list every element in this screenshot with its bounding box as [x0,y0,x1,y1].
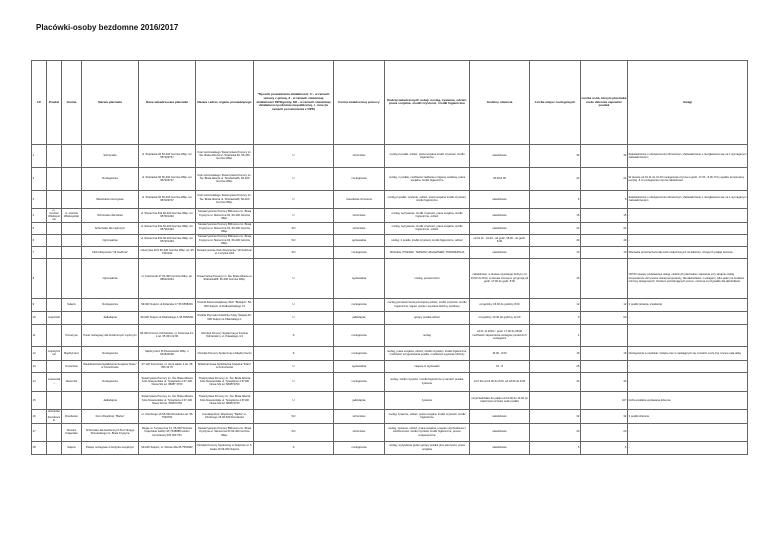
cell-osoby: 32 [581,409,628,423]
cell-organ: Wielobranżowa Spółdzielnia Socjalna "Eden" w Kożuchowie [196,360,254,372]
cell-nazwa: Noclegownia [82,167,139,190]
cell-miejsca: 6 [530,190,581,208]
table-row [32,246,748,258]
cell-forma: noclegownia [334,167,385,190]
cell-nazwa: Noclegownia [82,372,139,391]
cell-powiat [47,298,62,311]
cell-organ: Stowarzyszenie Pomocy Bliźniemu im. Brata Krystyna ul. Słoneczna 63, 66-400 Gorzów Wlkp. [196,222,254,234]
table-row [32,324,748,346]
cell-miejsca [530,391,581,409]
cell-organ: Stowarzyszenie Pomocy Bliźniemu im. Brata Krystyna ul. Słoneczna 63, 66-400 Gorzów Wlkp. [196,208,254,222]
cell-gmina [62,144,82,167]
cell-nazwa: Ogrzewalnia [82,234,139,246]
cell-nazwa: Noclegownia [82,298,139,311]
table-row [32,372,748,391]
cell-sposob: U [254,190,334,208]
cell-uwagi: - [628,222,748,234]
cell-dane: ul. Strażacka 66 66-400 Gorzów Wlkp. tel. 957229747 [139,167,196,190]
cell-organ: Towarzystwa Pomocy im. Św. Brata Alberta Koło Nowosolskie ul. Tysiąclecia 4 67100 Nowa Sól tel. 683873760 [196,372,254,391]
cell-uwagi: - [628,360,748,372]
cell-nazwa: Jadłodajnia [82,391,139,409]
cell-lp: 7 [32,246,47,258]
cell-gmina [62,391,82,409]
cell-powiat [47,222,62,234]
cell-godziny: 15.00 - 8.00 [470,346,530,360]
cell-rodzaj: noclég, praca socjalna, odzież, środki czystości, środki higieniczne, możliwość przygotowania posiłku, możliwość wyprania odzieży [385,346,470,360]
cell-sposob: U [254,311,334,324]
cell-rodzaj: noclég, 1 posiłek, możliwość zadbania o higienę osobistą, praca socjalna, środki higieniczne [385,167,470,190]
table-row [32,258,748,298]
cell-osoby: 6 [581,190,628,208]
cell-lp: 3 [32,190,47,208]
cell-powiat [47,324,62,346]
cell-nazwa: Klub Abstynenta "19 Godzina" [82,246,139,258]
cell-sposob: S [254,346,334,360]
cell-organ: Stowarzyszenie Pomocy Bliźniemu im. Brata Krystyna ul. Słoneczna 63 66-400 Gorzów Wlkp. [196,423,254,441]
table-row [32,311,748,324]
cell-forma: ogrzewalnia [334,258,385,298]
table-row [32,144,748,167]
cell-forma: jadłodajnia [334,391,385,409]
cell-gmina [62,167,82,190]
cell-powiat [47,144,62,167]
cell-dane: ul. Słoneczna 63a 66-400 Gorzów Wlkp. tel. 957301494 [139,208,196,222]
cell-godziny: całodobowo [470,423,530,441]
cell-uwagi: - [628,372,748,391]
cell-lp: 16 [32,409,47,423]
cell-uwagi: Placówka przeznaczona dla osób uzależnionych od alkoholu, chcących podjąć leczenie. [628,246,748,258]
cell-powiat [47,167,62,190]
cell-lp: 1 [32,144,47,167]
cell-godziny: od 01.11.2016 r. godz. 17:00 do 08:00 możliwość zapewnienia noclegów ponad do 5 noclegowni [470,324,530,346]
cell-sposob: U [254,258,334,298]
header-nazwa: Nazwa placówki [82,61,139,145]
cell-rodzaj: miejsce w ogrzewalni [385,360,470,372]
cell-godziny: całodobowo [470,144,530,167]
cell-miejsca: 40 [530,234,581,246]
cell-forma: noclegownia [334,346,385,360]
table-body [32,144,748,454]
header-miejsca: Liczba miejsc noclegowych [530,61,581,145]
cell-organ: Ośrodek Pomocy Społecznej w Krośnie Odrzańskim, ul. Pułaskiego 1/1 [196,324,254,346]
cell-godziny: od godziny 10.30 do godziny 12.00 [470,311,530,324]
cell-godziny: od godziny 18.00 do godziny 8.00 [470,298,530,311]
cell-organ: Fundacja Dom Wspólnoty "Barka" ul. Chrobrego 15 66-530 Drezdenko [196,409,254,423]
cell-organ: Ośrodek Pomocy Społecznej w Sulęcinie ul. K. Jaska 16 69-200 Sulęcin [196,441,254,454]
cell-organ: Stowarzyszenie Pomocy Bliźniemu im. Brata Krystyna ul. Słoneczna 63, 66-400 Gorzów Wlkp. [196,234,254,246]
cell-lp: 6 [32,234,47,246]
cell-sposob: SO [254,423,334,441]
cell-osoby: 16 [581,346,628,360]
cell-miejsca: 20 [530,423,581,441]
cell-godziny: całodobowo [470,409,530,423]
cell-godziny: całodobowo, w okresie wysokiego dobrym od 15:00 do 8:00, w okresie zimowym przyjmują od godz. 17:00 do godz. 8:00 [470,258,530,298]
cell-godziny: 16 - 8 [470,360,530,372]
cell-sposob: U [254,360,334,372]
cell-organ: Koło Gorzowskiego Towarzystwa Pomocy im. Św. Brata Alberta ul. Strażacka 66, 66-400 Gorzów Wlkp. [196,144,254,167]
cell-miejsca: 15 [530,258,581,298]
header-godziny: Godziny otwarcia [470,61,530,145]
cell-rodzaj: noclég, wyżywienie, środki czystości, praca socjalna, środki higieniczne, odzież [385,222,470,234]
cell-nazwa: Mieszkanie treningowe [82,190,139,208]
cell-gmina: Strzelce Krajeńskie [62,423,82,441]
cell-uwagi: - [628,441,748,454]
cell-forma: noclegownia [334,298,385,311]
cell-organ: Ośrodek Pomocy Społecznej w Międzyrzeczu [196,346,254,360]
table-row [32,409,748,423]
header-organ: Nazwa i adres organu prowadzącego [196,61,254,145]
cell-rodzaj: noclég, wyżywienie, środki czystości, praca socjalna, środki higieniczne, odzież [385,208,470,222]
cell-osoby [581,360,628,372]
cell-osoby: 40 [581,234,628,246]
cell-rodzaj: noclég (pomieszczenia przeciętne),odzież, środki czystości, środki higieniczne, kąpiel, pranie i wymiana bielizny osobistej [385,298,470,311]
cell-sposob: SO [254,409,334,423]
table-row [32,441,748,454]
cell-powiat: sulęciński [47,311,62,324]
cell-godziny: całodobowo [470,246,530,258]
cell-miejsca: 6 [530,441,581,454]
cell-miejsca: 16 [530,346,581,360]
cell-rodzaj: noclég, wyżywienie (jeden gorący posiłek plus pieczywo), praca socjalna [385,441,470,454]
cell-godziny: całodobowo [470,190,530,208]
cell-forma: noclegownia [334,441,385,454]
cell-rodzaj: noclég, środki czystości i środki higieniczne w ramach posiłek, żywienie [385,372,470,391]
header-sposob: *Sposób prowadzenia działalności: U - w ramach umowy z gminą, Z - w ramach statutowej działalności OPS/gminy, SO - w ramach statutowej działalności podmiotu niepublicznej, I - inne (w ramach porozumienia z OPS) [254,61,334,145]
cell-nazwa: Schronisko dla kobiet [82,208,139,222]
cell-osoby: 34 [581,372,628,391]
cell-osoby: 107 [581,391,628,409]
cell-nazwa: Schronisko [82,144,139,167]
cell-miejsca: 24 [530,167,581,190]
cell-sposob: U [254,372,334,391]
cell-dane: ul. Słoneczna 63a 66-400 Gorzów Wlkp. tel. 957301494 [139,222,196,234]
cell-dane: ul. Strażacka 66 66-400 Gorzów Wlkp. tel. 957229747 [139,144,196,167]
cell-gmina [62,234,82,246]
cell-lp: 11 [32,324,47,346]
cell-rodzaj: gorący posiłek,odzież [385,311,470,324]
cell-organ: Stowarzyszenie Klub Abstynenta "19 Godzina" ul. Łużycka 32/4 [196,246,254,258]
facilities-table [31,60,748,455]
cell-forma: schronisko [334,423,385,441]
cell-powiat [47,190,62,208]
cell-miejsca: 34 [530,144,581,167]
cell-osoby [581,258,628,298]
cell-dane: Towarzystwa Pomocy im. Św. Brata Alberta Koło Nowosolskie ul. Tysiąclecia 4 67-100 Nowa Sól tel. 683873760 [139,391,196,409]
cell-gmina: m. Gorzów Wielkopolski [62,208,82,222]
cell-gmina [62,258,82,298]
cell-sposob: U [254,167,334,190]
cell-rodzaj: noclég, pomieszczeń [385,258,470,298]
cell-forma: schronisko [334,409,385,423]
cell-miejsca: 34 [530,372,581,391]
cell-nazwa: Punkt noclegowy dla bezdomnych mężczyzn [82,324,139,346]
cell-miejsca: 10 [530,246,581,258]
cell-nazwa: Ogrzewalnia [82,258,139,298]
cell-dane: ul. Strażacka 66 66-400 Gorzów Wlkp. tel. 957229747 [139,190,196,208]
cell-uwagi: - [628,234,748,246]
cell-gmina: Międzyrzecz [62,346,82,360]
page-title: Placówki-osoby bezdomne 2016/2017 [36,23,179,32]
table-row [32,190,748,208]
cell-uwagi: liczba posiłków wydawana dziennie [628,391,748,409]
cell-osoby: 12 [581,298,628,311]
header-gmina: Gmina [62,61,82,145]
cell-lp: 17 [32,423,47,441]
cell-godziny: od 6.30 od 15.00 do 8.00, od 18.00 do 8.00 [470,372,530,391]
cell-lp: 14 [32,372,47,391]
cell-organ: Koło Gorzowskiego Towarzystwa Pomocy im. Św. Brata Alberta ul. Strażacka66, 66-400 Gorzów Wlkp. [196,167,254,190]
cell-forma: ogrzewalnia [334,360,385,372]
table-row [32,234,748,246]
cell-osoby: 6 [581,441,628,454]
cell-organ: Towarzystwa Pomocy im. Św. Brata Alberta ul. Strażacka66, 66-400 Gorzów Wlkp. [196,258,254,298]
cell-miejsca: 24 [530,222,581,234]
cell-rodzaj: noclég 2-posiłki, żywienie, odzież, praca socjalna środki czystości, środki higieniczne [385,190,470,208]
cell-lp: 4 [32,208,47,222]
cell-lp: 18 [32,441,47,454]
cell-sposob: SO [254,234,334,246]
cell-powiat: międzyrzecki [47,346,62,360]
cell-powiat [47,391,62,409]
cell-powiat [47,441,62,454]
cell-organ: Kościół Zielonoświątkowy Zbór "Betlejem" 69-600 Sulęcin ul.Podkowińskiego 13 [196,298,254,311]
cell-uwagi [628,324,748,346]
cell-rodzaj: noclég, żywienie, odzież, praca socjalna, program wychodzenia z bezdomności, środki czystości środki higieniczne, pomoc terapeutyczna [385,423,470,441]
table-row [32,360,748,372]
cell-godziny: całodobowo [470,441,530,454]
cell-forma: noclegownia [334,372,385,391]
cell-godziny: całodobowo [470,208,530,222]
cell-dane: 69-600 Sulęcin ul.Kiliańskiego 1 95 6568491 [139,311,196,324]
cell-gmina: Drezdenko [62,409,82,423]
cell-godziny: całodobowo [470,222,530,234]
cell-uwagi: - [628,423,748,441]
cell-gmina [62,311,82,324]
cell-osoby: 24 [581,167,628,190]
cell-sposob: SO [254,222,334,234]
cell-powiat: strzelecko-drezdenecki [47,409,61,423]
cell-uwagi: Zaświadczenie o ubezpieczeniu zdrowotnym, Zaświadczenie o niezgłaszaniu się na 1 wymaganym zaświadczeniem [628,144,748,167]
cell-forma: ogrzewalnia [334,234,385,246]
cell-powiat [47,360,62,372]
cell-sposob: U [254,208,334,222]
cell-nazwa: Schronisko dla mężczyzn [82,222,139,234]
cell-osoby: 10 [581,246,628,258]
cell-rodzaj: noclég [385,324,470,346]
cell-forma: jadłodajnia [334,311,385,324]
cell-gmina: Krzeszyce [62,324,82,346]
cell-nazwa: Noclegownia [82,346,139,360]
table-row [32,298,748,311]
cell-forma: noclegownia [334,324,385,346]
cell-powiat [47,246,62,258]
cell-gmina [62,222,82,234]
cell-powiat [47,234,62,246]
table-row [32,391,748,409]
cell-forma: noclegownia [334,246,385,258]
cell-lp: 8 [32,258,47,298]
cell-miejsca: 32 [530,409,581,423]
cell-uwagi: 2 posiłki (kolacja, śniadanie) [628,298,748,311]
cell-dane: 69-200 Sulęcin, ul. Wiśnia 30a 95 7552082 [139,441,196,454]
cell-sposob: S [254,441,334,454]
cell-osoby: 34 [581,144,628,167]
cell-lp: 12 [32,346,47,360]
cell-forma: schronisko [334,144,385,167]
cell-forma: schronisko [334,208,385,222]
cell-forma: schronisko [334,222,385,234]
cell-dane: ul.Łużycka 32/4 66-400 Gorzów Wlkp. tel. 95 7331042 [139,246,196,258]
cell-godziny: 18.00-8.00 [470,167,530,190]
cell-gmina: Nowa Sól [62,372,82,391]
cell-nazwa: Pokoje noclegowe w budynku socjalnym [82,441,139,454]
cell-gmina [62,246,82,258]
cell-gmina: Sulęcin [62,441,82,454]
cell-godziny: od 01.11 - 31.03 - od godz. 18.00 - do godz. 8.00 [470,234,530,246]
header-lp: LP. [32,61,47,145]
cell-rodzaj: noclég 2-posiłki, odzież, praca socjalna środki czystości, środki higieniczne [385,144,470,167]
header-osoby: Liczba osób, którym placówka może dziennie zapewnić posiłek [581,61,628,145]
header-forma: Forma świadczonej pomocy [334,61,385,145]
cell-dane: 66-400 Krzemo Odrzańskie, ul. Kolorowa 41-1 tel. 95 363 22 80 [139,324,196,346]
table-row [32,346,748,360]
cell-gmina: Sulęcin [62,298,82,311]
cell-lp: 15 [32,391,47,409]
cell-uwagi: Noclegownia w niedziele i święta oraz w nasilających się mrozach może być czynna całą dobę [628,346,748,360]
cell-gmina: Kożuchów [62,360,82,372]
cell-osoby [581,324,628,346]
cell-uwagi: - [628,311,748,324]
cell-miejsca: 0 [530,311,581,324]
cell-sposob: U [254,391,334,409]
cell-organ: Parafia Rzymsko-Katolicka Trójcy Świętej 69-600 Sulęcin ul.Kiliańskiego 1 [196,311,254,324]
cell-dane: Towarzystwa Pomocy im. Św. Brata Alberta Koło Nowosolskie ul. Tysiąclecia 4 67-100 Nowa Sól tel. 68387 3760 [139,372,196,391]
cell-lp: 10 [32,311,47,324]
cell-dane: 69-600 Sulęcin ul.Dolańska 17 95 6558209 [139,298,196,311]
cell-powiat [47,258,62,298]
cell-dane: Międzyrzecz Pl.Powstańców Wlkp. 1 601844648 [139,346,196,360]
cell-rodzaj: noclég, 2 posiłki, środki czystości, środki higieniczne, odzież [385,234,470,246]
cell-organ: Koło Gorzowskiego Towarzystwa Pomocy im. Św. Brata Alberta ul. Strażacka66, 66-400 Gorzów Wlkp. [196,190,254,208]
cell-nazwa: Wielobranżowa Spółdzielnia Socjalna "Eden" w Kożuchowie [82,360,139,372]
cell-lp: 9 [32,298,47,311]
cell-dane: Długie ul. Turystyczna 14, 66-500 Strzelce Krajeńskie telefon 95 7638888 telefon komórkowy 605 009 753 [139,423,196,441]
cell-osoby: 60 [581,311,628,324]
header-row [32,61,748,145]
cell-lp: 13 [32,360,47,372]
cell-sposob: U [254,298,334,311]
cell-uwagi: OPON niestety podstawowe usługi, niektórych placówkom zapewnia przy skrajnie niskiej temperaturze utrzymanie niskiej temperatury, dla alkoholików, z usługami, tylko jeden ze środków ochrony dostępowych. Osobom potrzebujących pomoc, ochrona w przypadku dla alkoholików. [628,258,748,298]
cell-lp: 2 [32,167,47,190]
cell-miejsca: 12 [530,298,581,311]
cell-osoby: 15 [581,208,628,222]
cell-powiat: nowosolski [47,372,62,391]
cell-godziny: od poniedziałku do piątku od 12:00 do 14:00 (w zależności od ilości osób posiłki) [470,391,530,409]
cell-gmina [62,190,82,208]
cell-sposob: S [254,324,334,346]
cell-uwagi: - [628,208,748,222]
cell-lp: 5 [32,222,47,234]
table-row [32,423,748,441]
cell-nazwa: Dom Wspólnoty "Barka" [82,409,139,423]
cell-nazwa: Schronisko dla bezdomnych M-2 Okręgu Strzeleckiego im. Brata Krystyna [82,423,139,441]
cell-nazwa: Jadłodajnia [82,311,139,324]
cell-osoby: 24 [581,222,628,234]
header-rodzaj: Rodzaj świadczonych usług: nocleg, żywienie, odzież, praca socjalna, środki czystości, środki higieniczne [385,61,470,145]
cell-osoby: 20 [581,423,628,441]
header-dane: Dane teleadresowe placówki [139,61,196,145]
cell-uwagi: Zaświadczenie o ubezpieczeniu zdrowotnym, Zaświadczenie o niezgłaszaniu się na 1 wymaganym zaświadczeniem [628,190,748,208]
cell-rodzaj: noclég, żywienie, odzież, praca socjalna, środki czystości, środki higieniczne [385,409,470,423]
cell-powiat: m. Gorzów Wielkopolski [48,208,60,222]
cell-sposob: SO [254,246,334,258]
cell-rodzaj: żywienie [385,391,470,409]
cell-sposob: U [254,144,334,167]
table-row [32,167,748,190]
cell-uwagi: 3 posiłki dziennie [628,409,748,423]
table-row [32,208,748,222]
cell-uwagi: W okresie od 01.11 do 31.03 noclegownia czynna w godz. 17.00 - 8.00. Przy spadku temperatury poniżej -5 C noclegownia czynna całodobowo. [628,167,748,190]
cell-dane: ul. Kościuszki 27 66-400 Gorzów Wlkp. tel. 886421263 [139,258,196,298]
cell-miejsca: 25 [530,360,581,372]
cell-powiat [47,423,62,441]
cell-miejsca: 15 [530,208,581,222]
cell-dane: ul. Słoneczna 63a 66-400 Gorzów Wlkp. tel. 957301494 [139,234,196,246]
cell-miejsca: 4 [530,324,581,346]
cell-organ: Towarzystwa Pomocy im. Św. Brata Alberta Koło Nowosolskie ul. Tysiąclecia 4 67100 Nowa Sól tel. 683873760 [196,391,254,409]
header-powiat: Powiat [47,61,62,145]
cell-forma: mieszkanie chronione [334,190,385,208]
table-row [32,222,748,234]
cell-dane: 67-120 Kożuchów, ul. Armii Halter 2 tel. 68 356 33 76 [139,360,196,372]
header-uwagi: Uwagi [628,61,748,145]
cell-rodzaj: NOCLEG, POSIŁEK, TERAPIA UZALEŻNIEŃ, POKRZEPIAJĄ [385,246,470,258]
cell-dane: ul. Chrobrego 15 66-530 Drezdenko tel. 95 7620760 [139,409,196,423]
